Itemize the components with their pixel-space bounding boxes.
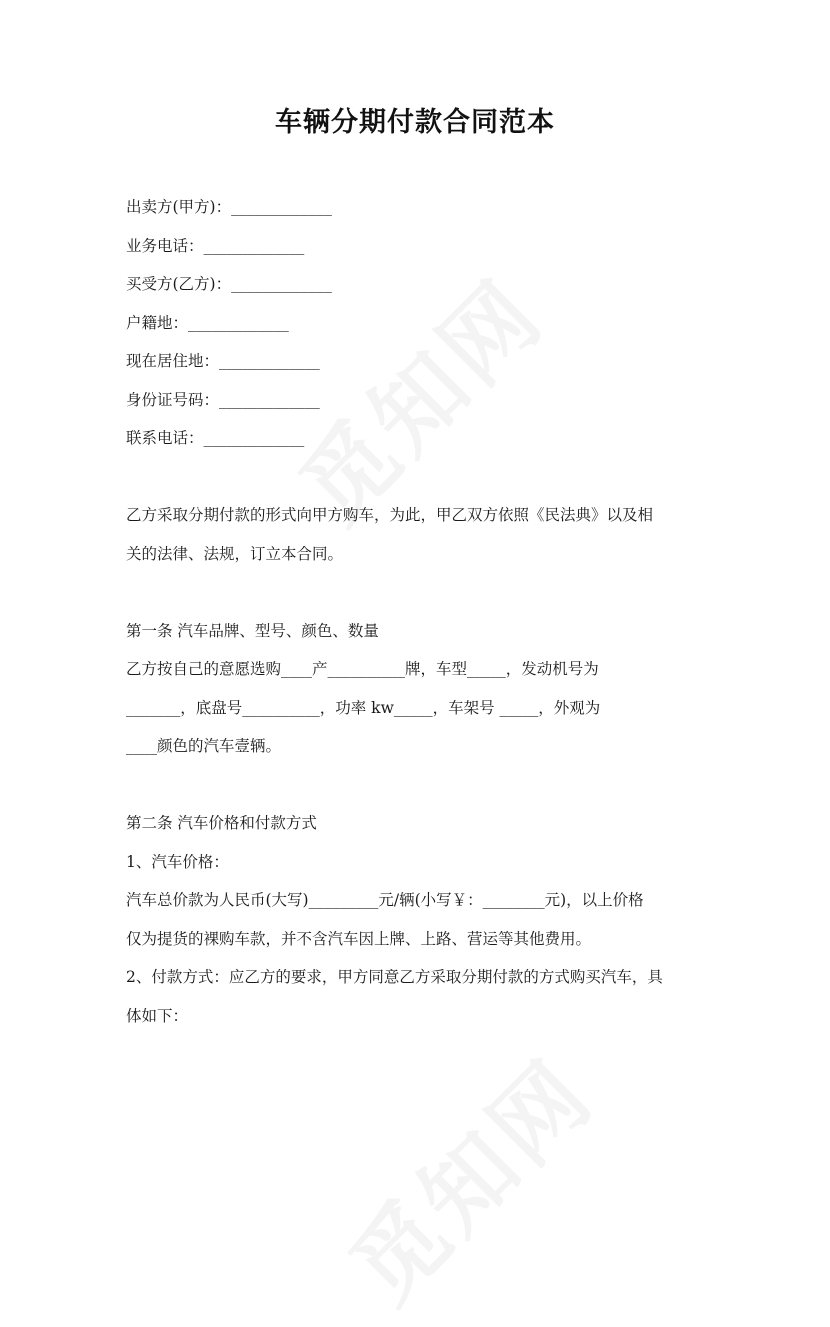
intro-line-2: 关的法律、法规，订立本合同。 (126, 544, 344, 563)
article-1-line-1: 乙方按自己的意愿选购____产__________牌，车型_____，发动机号为 (126, 660, 599, 678)
field-contact-phone: 联系电话：_____________ (126, 429, 305, 447)
field-buyer: 买受方(乙方)：_____________ (126, 275, 332, 293)
article-2-heading: 第二条 汽车价格和付款方式 (126, 814, 317, 832)
article-1-heading: 第一条 汽车品牌、型号、颜色、数量 (126, 621, 379, 640)
field-business-phone: 业务电话：_____________ (126, 236, 305, 255)
field-current-residence: 现在居住地：_____________ (126, 352, 320, 370)
article-2-item-1-label: 1、汽车价格： (126, 852, 229, 871)
article-2-payment-line-2: 体如下： (126, 1006, 189, 1025)
intro-line-1: 乙方采取分期付款的形式向甲方购车，为此，甲乙双方依照《民法典》以及相 (126, 506, 654, 524)
field-id-number: 身份证号码：_____________ (126, 390, 320, 409)
field-seller: 出卖方(甲方)：_____________ (126, 198, 332, 216)
article-2-payment-line-1: 2、付款方式：应乙方的要求，甲方同意乙方采取分期付款的方式购买汽车，具 (126, 968, 663, 986)
article-2-price-line-1: 汽车总价款为人民币(大写)_________元/辆(小写￥：________元)，以上价格 (126, 891, 644, 909)
watermark-bottom (316, 1025, 617, 1326)
article-1-line-2: _______，底盘号__________，功率 kw_____，车架号 _____，外观为 (126, 698, 601, 717)
document-title: 车辆分期付款合同范本 (275, 107, 555, 138)
article-2-price-line-2: 仅为提货的裸购车款，并不含汽车因上牌、上路、营运等其他费用。 (126, 929, 592, 948)
field-household-registration: 户籍地：_____________ (126, 313, 289, 332)
article-1-line-3: ____颜色的汽车壹辆。 (126, 737, 282, 755)
document-body (126, 188, 716, 1035)
